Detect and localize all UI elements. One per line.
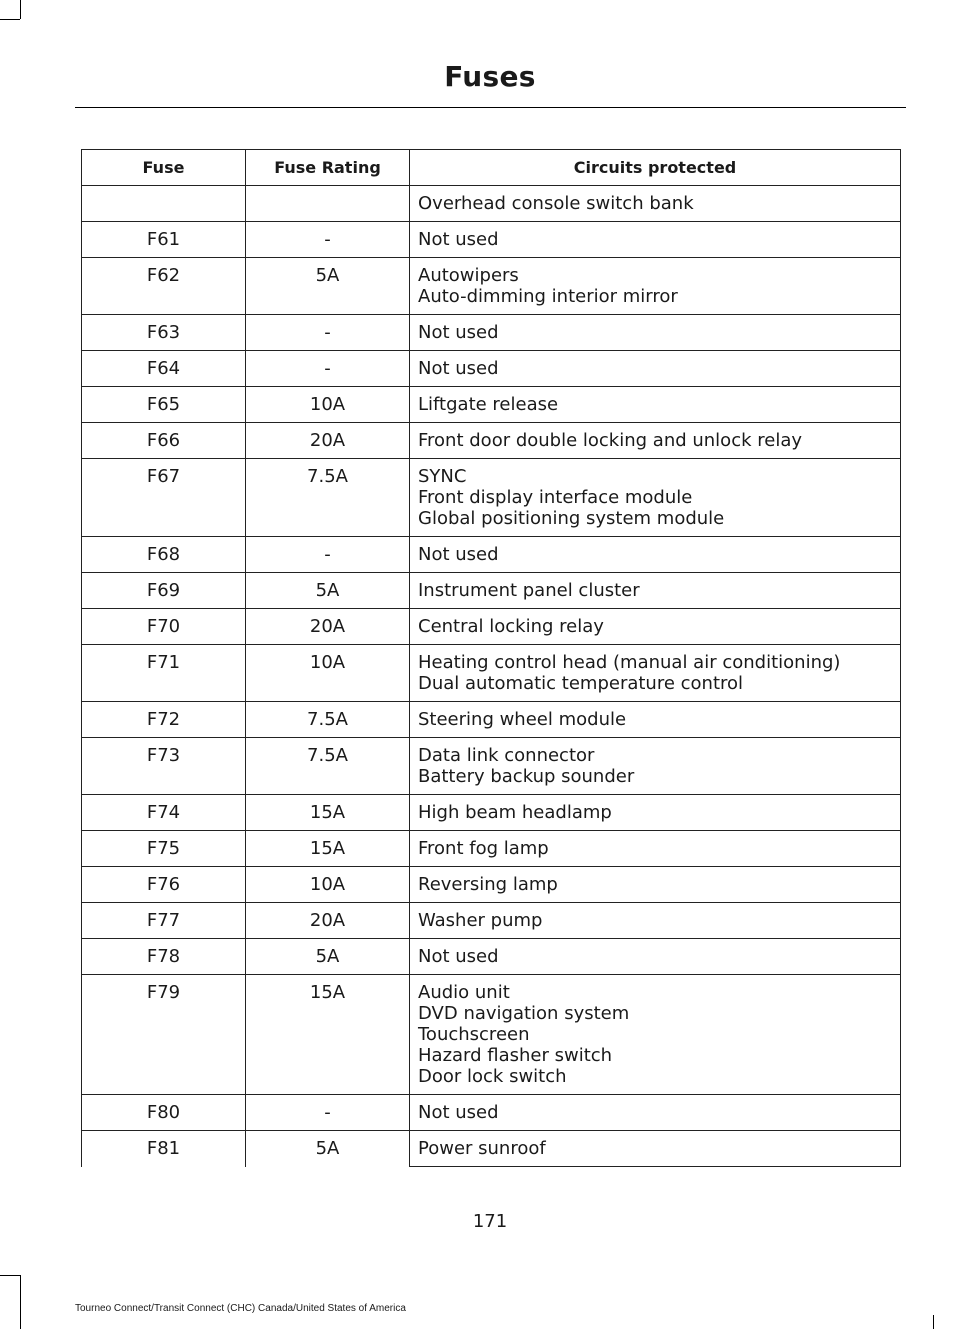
fuse-id: F80: [82, 1095, 246, 1131]
circuits-protected: [410, 459, 901, 537]
fuse-rating: 7.5A: [246, 459, 410, 537]
fuse-id: F67: [82, 459, 246, 537]
table-row: [82, 831, 901, 867]
circuits-protected: [410, 258, 901, 315]
fuse-rating: 5A: [246, 1131, 410, 1167]
circuit-line: Central locking relay: [418, 616, 604, 637]
table-row: [82, 258, 901, 315]
fuse-id: F66: [82, 423, 246, 459]
fuse-rating: -: [246, 222, 410, 258]
column-header-fuse-rating: Fuse Rating: [246, 150, 410, 186]
circuit-line: Not used: [418, 1102, 499, 1123]
table-row: [82, 1131, 901, 1167]
circuits-protected: [410, 573, 901, 609]
circuit-line: Steering wheel module: [418, 709, 627, 730]
circuit-line: Not used: [418, 229, 499, 250]
table-row: [82, 459, 901, 537]
table-row: [82, 975, 901, 1095]
fuse-rating: 5A: [246, 258, 410, 315]
fuse-id: F79: [82, 975, 246, 1095]
fuse-id: F61: [82, 222, 246, 258]
table-row: [82, 315, 901, 351]
circuit-line: Audio unit: [418, 982, 510, 1003]
circuits-protected: [410, 1095, 901, 1131]
circuit-line: Liftgate release: [418, 394, 559, 415]
circuit-line: Heating control head (manual air conditioning): [418, 652, 841, 673]
circuits-protected: [410, 186, 901, 222]
fuse-rating: 5A: [246, 573, 410, 609]
circuit-line: Data link connector: [418, 745, 595, 766]
fuse-id: F62: [82, 258, 246, 315]
table-row: [82, 423, 901, 459]
table-row: [82, 186, 901, 222]
table-row: [82, 1095, 901, 1131]
circuits-protected: [410, 315, 901, 351]
table-row: [82, 903, 901, 939]
fuse-rating: [246, 186, 410, 222]
circuit-line: Front door double locking and unlock relay: [418, 430, 803, 451]
circuit-line: SYNC: [418, 466, 467, 487]
circuits-protected: [410, 702, 901, 738]
fuse-rating: 15A: [246, 831, 410, 867]
fuse-rating: 20A: [246, 609, 410, 645]
table-row: [82, 351, 901, 387]
fuse-id: F69: [82, 573, 246, 609]
fuse-rating: -: [246, 351, 410, 387]
fuse-rating: 10A: [246, 645, 410, 702]
fuse-id: F64: [82, 351, 246, 387]
circuit-line: Instrument panel cluster: [418, 580, 640, 601]
fuse-id: F76: [82, 867, 246, 903]
circuits-protected: [410, 939, 901, 975]
circuit-line: High beam headlamp: [418, 802, 612, 823]
fuse-rating: -: [246, 1095, 410, 1131]
circuits-protected: [410, 537, 901, 573]
fuse-rating: -: [246, 315, 410, 351]
circuits-protected: [410, 867, 901, 903]
circuit-line: Reversing lamp: [418, 874, 558, 895]
circuit-line: Battery backup sounder: [418, 766, 635, 787]
fuse-id: F71: [82, 645, 246, 702]
circuit-line: Not used: [418, 358, 499, 379]
fuse-id: F75: [82, 831, 246, 867]
circuits-protected: [410, 1131, 901, 1167]
circuits-protected: [410, 831, 901, 867]
fuse-id: F74: [82, 795, 246, 831]
table-row: [82, 573, 901, 609]
table-row: [82, 645, 901, 702]
crop-mark: [0, 1275, 20, 1276]
fuse-rating: 15A: [246, 975, 410, 1095]
fuse-id: F78: [82, 939, 246, 975]
table-row: [82, 738, 901, 795]
circuits-protected: [410, 645, 901, 702]
fuse-id: F81: [82, 1131, 246, 1167]
circuits-protected: [410, 903, 901, 939]
fuse-id: F68: [82, 537, 246, 573]
table-row: [82, 939, 901, 975]
column-header-fuse: Fuse: [82, 150, 246, 186]
fuse-table: [81, 149, 901, 1167]
circuits-protected: [410, 351, 901, 387]
fuse-rating: 10A: [246, 387, 410, 423]
circuit-line: Autowipers: [418, 265, 519, 286]
fuse-id: F72: [82, 702, 246, 738]
crop-mark: [20, 0, 21, 19]
circuit-line: Power sunroof: [418, 1138, 546, 1159]
page-number: 171: [472, 1211, 508, 1232]
page-title: Fuses: [444, 60, 536, 93]
fuse-id: F73: [82, 738, 246, 795]
fuse-rating: 15A: [246, 795, 410, 831]
fuse-id: F70: [82, 609, 246, 645]
circuits-protected: [410, 609, 901, 645]
circuits-protected: [410, 738, 901, 795]
table-row: [82, 795, 901, 831]
fuse-table-body: [82, 186, 901, 1167]
fuse-id: F63: [82, 315, 246, 351]
fuse-id: [82, 186, 246, 222]
circuits-protected: [410, 222, 901, 258]
table-header-row: [82, 150, 901, 186]
title-divider: [75, 107, 906, 108]
circuit-line: DVD navigation system: [418, 1003, 630, 1024]
fuse-rating: 7.5A: [246, 738, 410, 795]
table-row: [82, 609, 901, 645]
fuse-rating: 20A: [246, 423, 410, 459]
circuit-line: Not used: [418, 322, 499, 343]
table-row: [82, 222, 901, 258]
circuits-protected: [410, 387, 901, 423]
circuit-line: Not used: [418, 946, 499, 967]
table-row: [82, 387, 901, 423]
circuit-line: Hazard flasher switch: [418, 1045, 613, 1066]
circuit-line: Dual automatic temperature control: [418, 673, 744, 694]
circuit-line: Front fog lamp: [418, 838, 549, 859]
fuse-id: F77: [82, 903, 246, 939]
crop-mark: [933, 1315, 934, 1329]
circuits-protected: [410, 795, 901, 831]
fuse-rating: 7.5A: [246, 702, 410, 738]
table-row: [82, 702, 901, 738]
crop-mark: [20, 1275, 21, 1329]
circuit-line: Touchscreen: [418, 1024, 530, 1045]
circuit-line: Auto-dimming interior mirror: [418, 286, 678, 307]
circuits-protected: [410, 423, 901, 459]
fuse-rating: 20A: [246, 903, 410, 939]
fuse-rating: 5A: [246, 939, 410, 975]
fuse-id: F65: [82, 387, 246, 423]
circuits-protected: [410, 975, 901, 1095]
circuit-line: Not used: [418, 544, 499, 565]
table-row: [82, 537, 901, 573]
column-header-circuits-protected: Circuits protected: [410, 150, 901, 186]
circuit-line: Global positioning system module: [418, 508, 725, 529]
fuse-rating: 10A: [246, 867, 410, 903]
circuit-line: Front display interface module: [418, 487, 693, 508]
circuit-line: Door lock switch: [418, 1066, 567, 1087]
circuit-line: Washer pump: [418, 910, 543, 931]
circuit-line: Overhead console switch bank: [418, 193, 694, 214]
table-row: [82, 867, 901, 903]
footer-text: Tourneo Connect/Transit Connect (CHC) Canada/United States of America: [75, 1303, 406, 1314]
fuse-rating: -: [246, 537, 410, 573]
crop-mark: [0, 19, 20, 20]
